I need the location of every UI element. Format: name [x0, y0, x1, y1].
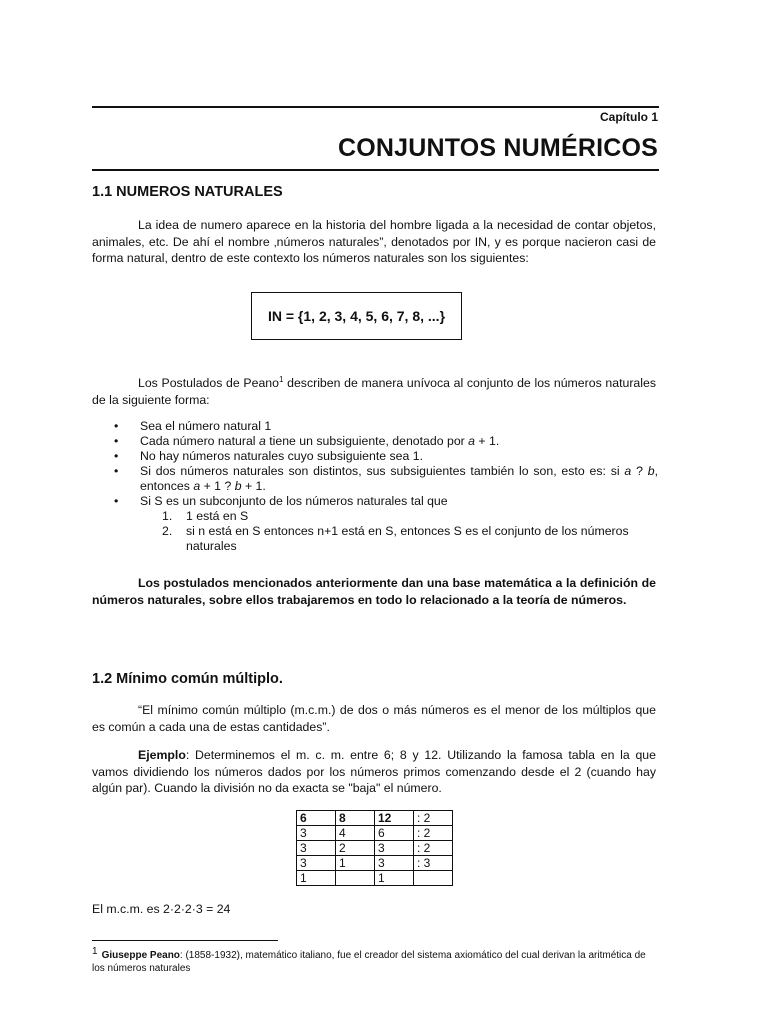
bullet-text: Si dos números naturales son distintos, sus subsiguientes también lo son, esto es: si — [140, 464, 625, 478]
list-item — [92, 464, 658, 494]
table-row — [297, 811, 453, 826]
sub-list-number: 2. — [162, 524, 173, 538]
table-cell: : 3 — [414, 856, 453, 871]
table-cell: 1 — [336, 856, 375, 871]
footnote-reference: 1 — [278, 375, 284, 384]
variable-a: a — [193, 479, 201, 493]
table-cell: 6 — [297, 811, 336, 826]
sub-list-item — [140, 509, 658, 524]
natural-set-box: IN = {1, 2, 3, 4, 5, 6, 7, 8, ...} — [251, 292, 462, 340]
example-label: Ejemplo — [138, 748, 186, 762]
table-cell: 1 — [375, 871, 414, 886]
list-item — [92, 494, 658, 554]
bullet-text: + 1 ? — [200, 479, 235, 493]
variable-b: b — [234, 479, 242, 493]
peano-text-before: Los Postulados de Peano — [138, 376, 279, 391]
intro-paragraph: La idea de numero aparece en la historia del hombre ligada a la necesidad de contar objetos, animales, etc. De ahí el nombre ‚números naturales”, denotados por IN, y es porque nacieron casi de forma natural, dentro de este contexto los números naturales son los siguientes: — [92, 218, 656, 265]
table-cell: 8 — [336, 811, 375, 826]
table-cell: 12 — [375, 811, 414, 826]
example-text: : Determinemos el m. c. m. entre 6; 8 y 12. Utilizando la famosa tabla en la que vamos dividiendo los números dados por los números primos comenzando desde el 2 (cuando hay algún par). Cuando la división no da exacta se "baja" el número. — [92, 748, 656, 795]
footnote-rule — [92, 940, 278, 941]
footnote-text: : (1858-1932), matemático italiano, fue el creador del sistema axiomático del cual derivan la aritmética de los números naturales — [92, 950, 646, 974]
sub-list-number: 1. — [162, 509, 173, 523]
table-cell: 2 — [336, 841, 375, 856]
table-cell: 4 — [336, 826, 375, 841]
table-cell: 1 — [297, 871, 336, 886]
chapter-label: Capítulo 1 — [599, 110, 658, 124]
table-cell: 3 — [297, 826, 336, 841]
bullet-text: Cada número natural — [140, 434, 259, 448]
list-item — [92, 419, 658, 434]
sub-list-text: 1 está en S — [186, 509, 249, 523]
sub-list-text: si n está en S entonces n+1 está en S, entonces S es el conjunto de los números naturales — [186, 524, 629, 553]
section-heading-mcm: 1.2 Mínimo común múltiplo. — [92, 671, 283, 687]
bullet-text: Si S es un subconjunto de los números naturales tal que — [140, 494, 448, 508]
table-row — [297, 856, 453, 871]
closing-bold-paragraph: Los postulados mencionados anteriormente dan una base matemática a la definición de números naturales, sobre ellos trabajaremos en todo lo relacionado a la teoría de números. — [92, 576, 656, 607]
footnote-name: Giuseppe Peano — [101, 950, 180, 961]
footnote-mark: 1 — [92, 946, 98, 957]
mcm-definition: “El mínimo común múltiplo (m.c.m.) de dos o más números es el menor de los múltiplos que es común a cada una de estas cantidades”. — [92, 703, 656, 734]
example-paragraph — [92, 747, 656, 797]
title-rule — [92, 169, 659, 171]
top-rule — [92, 106, 659, 108]
table-cell: : 2 — [414, 826, 453, 841]
variable-a: a — [258, 434, 266, 448]
table-cell: : 2 — [414, 841, 453, 856]
peano-postulates-list — [92, 419, 658, 554]
table-cell — [336, 871, 375, 886]
table-cell — [414, 871, 453, 886]
peano-text-after: describen de manera unívoca al conjunto de los números naturales de la siguiente forma: — [92, 376, 656, 407]
table-row — [297, 841, 453, 856]
bullet-text: tiene un subsiguiente, denotado por — [265, 434, 469, 448]
variable-a: a — [468, 434, 476, 448]
table-cell: 3 — [297, 841, 336, 856]
list-item — [92, 434, 658, 449]
page-title: CONJUNTOS NUMÉRICOS — [337, 134, 658, 162]
table-cell: 3 — [297, 856, 336, 871]
sub-list — [140, 509, 658, 554]
bullet-text: + 1. — [241, 479, 266, 493]
section-heading-naturales: 1.1 NUMEROS NATURALES — [92, 184, 283, 200]
bullet-text: Sea el número natural 1 — [140, 419, 272, 433]
list-item — [92, 449, 658, 464]
table-row — [297, 826, 453, 841]
table-cell: 6 — [375, 826, 414, 841]
footnote — [92, 945, 656, 975]
mcm-result: El m.c.m. es 2·2·2·3 = 24 — [92, 902, 231, 916]
bullet-text: , entonces — [140, 464, 658, 493]
variable-a: a — [624, 464, 632, 478]
mcm-division-table — [296, 810, 453, 886]
bullet-text: No hay números naturales cuyo subsiguiente sea 1. — [140, 449, 423, 463]
table-cell: : 2 — [414, 811, 453, 826]
sub-list-item — [140, 524, 658, 554]
bullet-text: + 1. — [475, 434, 500, 448]
bullet-text: ? — [631, 464, 648, 478]
table-cell: 3 — [375, 856, 414, 871]
table-cell: 3 — [375, 841, 414, 856]
peano-paragraph — [92, 372, 656, 408]
table-row — [297, 871, 453, 886]
variable-b: b — [647, 464, 655, 478]
